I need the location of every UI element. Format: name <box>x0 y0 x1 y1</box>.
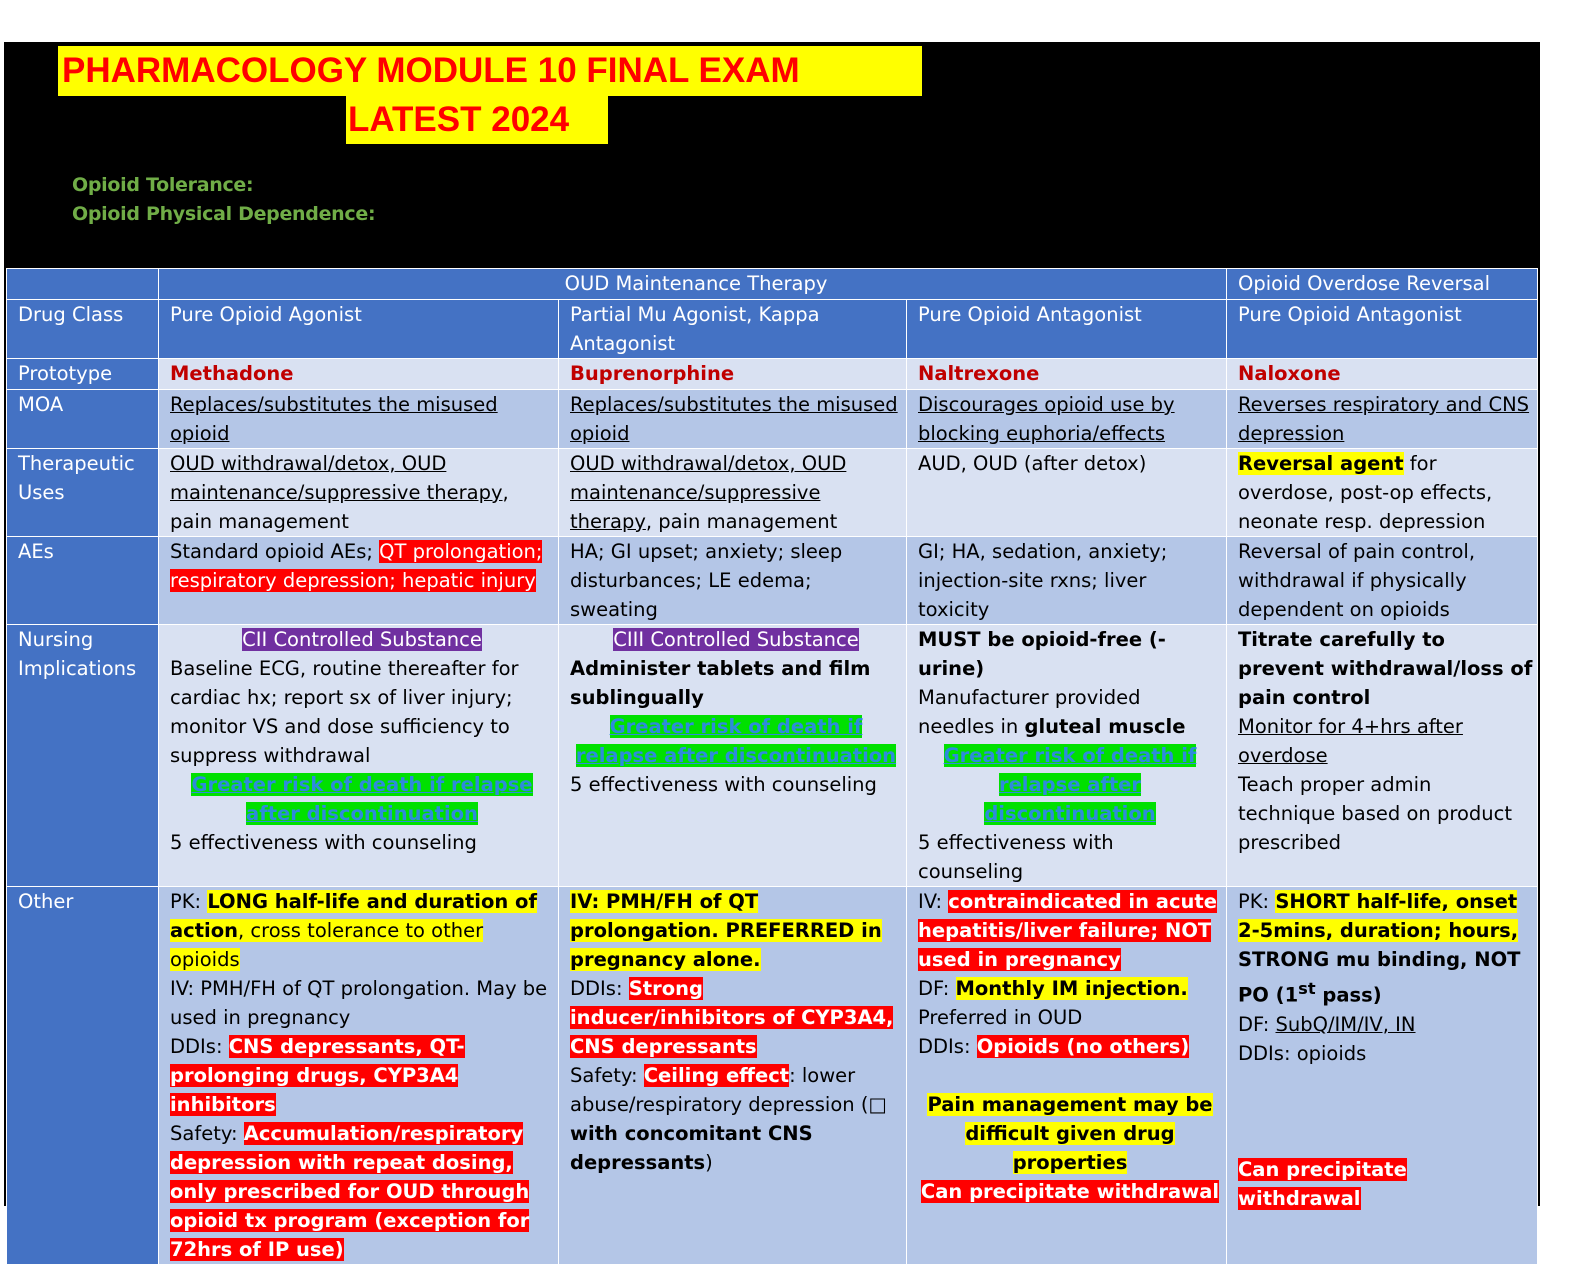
buprenorphine-drug-class: Partial Mu Agonist, Kappa Antagonist <box>559 300 907 359</box>
naloxone-nursing <box>1227 625 1538 887</box>
naloxone-monitor: Monitor for 4+hrs after overdose <box>1238 715 1463 767</box>
methadone-ddi-label: DDIs: <box>170 1035 229 1058</box>
methadone-schedule-badge: CII Controlled Substance <box>242 628 482 651</box>
row-label-drug-class: Drug Class <box>7 300 159 359</box>
buprenorphine-safety-end: ) <box>705 1151 713 1174</box>
naloxone-aes: Reversal of pain control, withdrawal if physically dependent on opioids <box>1227 537 1538 625</box>
other-row <box>7 887 1538 1265</box>
naltrexone-ddi-label: DDIs: <box>918 1035 977 1058</box>
methadone-ddi-red: CNS depressants, QT-prolonging drugs, CYP3A4 inhibitors <box>170 1035 465 1116</box>
oud-maintenance-header: OUD Maintenance Therapy <box>159 269 1227 300</box>
group-header-row <box>7 269 1538 300</box>
methadone-moa: Replaces/substitutes the misused opioid <box>170 393 498 445</box>
buprenorphine-nursing <box>559 625 907 887</box>
naloxone-pk-end: pass) <box>1315 983 1382 1007</box>
row-label-moa: MOA <box>7 390 159 449</box>
methadone-other <box>159 887 559 1265</box>
row-label-aes: AEs <box>7 537 159 625</box>
naloxone-pk-sup: st <box>1298 979 1316 998</box>
methadone-uses-main: OUD withdrawal/detox, OUD maintenance/suppressive therapy <box>170 452 503 504</box>
buprenorphine-relapse-warning: Greater risk of death if relapse after discontinuation <box>575 715 897 767</box>
buprenorphine-nursing-admin: Administer tablets and film sublingually <box>570 657 871 709</box>
naltrexone-moa: Discourages opioid use by blocking euphoria/effects <box>918 393 1175 445</box>
naltrexone-precipitate: Can precipitate withdrawal <box>920 1180 1220 1203</box>
naltrexone-pain-note: Pain management may be difficult given drug properties <box>927 1093 1213 1174</box>
drug-class-row <box>7 300 1538 359</box>
naloxone-precipitate: Can precipitate withdrawal <box>1238 1157 1407 1210</box>
naloxone-df-label: DF: <box>1238 1012 1276 1036</box>
row-label-therapeutic-uses: Therapeutic Uses <box>7 449 159 537</box>
buprenorphine-iv: IV: PMH/FH of QT prolongation. PREFERRED in pregnancy alone. <box>570 890 882 971</box>
aes-row <box>7 537 1538 625</box>
naltrexone-nursing <box>907 625 1227 887</box>
naloxone-moa: Reverses respiratory and CNS depression <box>1238 393 1530 445</box>
buprenorphine-safety-rest: : lower abuse/respiratory depression (□ <box>570 1064 887 1116</box>
buprenorphine-ddi-red: Strong inducer/inhibitors of CYP3A4, CNS depressants <box>570 977 894 1058</box>
nursing-row <box>7 625 1538 887</box>
methadone-pk-label: PK: <box>170 890 208 913</box>
naltrexone-aes: GI; HA, sedation, anxiety; injection-site rxns; liver toxicity <box>907 537 1227 625</box>
naltrexone-df-yellow: Monthly IM injection. <box>955 977 1188 1000</box>
naloxone-prototype: Naloxone <box>1238 362 1341 385</box>
opioid-tolerance-label: Opioid Tolerance: <box>72 174 254 196</box>
naloxone-pk-bold: STRONG mu binding, NOT PO (1 <box>1238 948 1521 1007</box>
methadone-aes-red: QT prolongation; respiratory depression; hepatic injury <box>170 540 543 592</box>
document-page <box>4 42 1540 1261</box>
naloxone-teach: Teach proper admin technique based on product prescribed <box>1238 773 1512 854</box>
buprenorphine-ddi-label: DDIs: <box>570 977 629 1000</box>
naloxone-pk-yellow: SHORT half-life, onset 2-5mins, duration; hours, <box>1238 890 1519 942</box>
naltrexone-ddi-red: Opioids (no others) <box>976 1035 1190 1058</box>
naltrexone-needles <box>918 683 1222 741</box>
methadone-nursing-text: Baseline ECG, routine thereafter for cardiac hx; report sx of liver injury; monitor VS and dose sufficiency to suppress withdrawal <box>170 657 519 767</box>
naloxone-drug-class: Pure Opioid Antagonist <box>1227 300 1538 359</box>
methadone-aes <box>159 537 559 625</box>
naltrexone-opioid-free: MUST be opioid-free (- urine) <box>918 628 1166 680</box>
buprenorphine-aes: HA; GI upset; anxiety; sleep disturbances; LE edema; sweating <box>559 537 907 625</box>
naloxone-uses-highlight: Reversal agent <box>1238 452 1404 475</box>
naltrexone-prototype: Naltrexone <box>918 362 1040 385</box>
buprenorphine-safety-bold: with concomitant CNS depressants <box>570 1122 813 1174</box>
drug-comparison-table <box>6 268 1538 1265</box>
naltrexone-uses: AUD, OUD (after detox) <box>907 449 1227 537</box>
methadone-prototype: Methadone <box>170 362 294 385</box>
naltrexone-iv-red: contraindicated in acute hepatitis/liver failure; NOT used in pregnancy <box>918 890 1217 971</box>
naloxone-uses <box>1227 449 1538 537</box>
buprenorphine-uses <box>559 449 907 537</box>
naloxone-pk-label: PK: <box>1238 890 1276 913</box>
therapeutic-uses-row <box>7 449 1538 537</box>
naloxone-titrate: Titrate carefully to prevent withdrawal/loss of pain control <box>1238 628 1533 709</box>
naloxone-uses-rest: for overdose, post-op effects, neonate resp. depression <box>1238 452 1493 533</box>
methadone-drug-class: Pure Opioid Agonist <box>159 300 559 359</box>
naltrexone-counseling: 5 effectiveness with counseling <box>918 831 1114 883</box>
opioid-dependence-label: Opioid Physical Dependence: <box>72 203 376 225</box>
buprenorphine-prototype: Buprenorphine <box>570 362 735 385</box>
methadone-counseling: 5 effectiveness with counseling <box>170 831 477 854</box>
title-line-2: LATEST 2024 <box>346 96 608 144</box>
methadone-nursing <box>159 625 559 887</box>
moa-row <box>7 390 1538 449</box>
methadone-pk-highlight: LONG half-life and duration of action <box>170 890 537 942</box>
buprenorphine-other <box>559 887 907 1265</box>
buprenorphine-moa: Replaces/substitutes the misused opioid <box>570 393 898 445</box>
buprenorphine-safety-label: Safety: <box>570 1064 644 1087</box>
buprenorphine-uses-main: OUD withdrawal/detox, OUD maintenance/suppressive therapy <box>570 452 847 533</box>
row-label-other: Other <box>7 887 159 1265</box>
buprenorphine-schedule-badge: CIII Controlled Substance <box>613 628 859 651</box>
naltrexone-needles-text: Manufacturer provided needles in <box>918 686 1141 738</box>
naltrexone-drug-class: Pure Opioid Antagonist <box>907 300 1227 359</box>
naltrexone-iv-label: IV: <box>918 890 949 913</box>
naloxone-ddi: DDIs: opioids <box>1238 1041 1367 1065</box>
header-empty-cell <box>7 269 159 300</box>
buprenorphine-counseling: 5 effectiveness with counseling <box>570 773 877 796</box>
title-line-1: PHARMACOLOGY MODULE 10 FINAL EXAM <box>58 46 922 96</box>
naltrexone-gluteal: gluteal muscle <box>1024 715 1186 738</box>
overdose-reversal-header: Opioid Overdose Reversal <box>1227 269 1538 300</box>
naltrexone-preferred: Preferred in OUD <box>918 1006 1083 1029</box>
buprenorphine-uses-rest: , pain management <box>645 510 838 533</box>
naloxone-other <box>1227 887 1538 1265</box>
methadone-iv: IV: PMH/FH of QT prolongation. May be used in pregnancy <box>170 977 548 1029</box>
methadone-safety-label: Safety: <box>170 1122 244 1145</box>
naltrexone-df-label: DF: <box>918 977 956 1000</box>
methadone-relapse-warning: Greater risk of death if relapse after discontinuation <box>191 773 533 825</box>
naltrexone-other <box>907 887 1227 1265</box>
methadone-pk-rest: , cross tolerance to other opioids <box>170 919 484 971</box>
naltrexone-relapse-warning: Greater risk of death if relapse after discontinuation <box>943 744 1197 825</box>
buprenorphine-ceiling-effect: Ceiling effect <box>643 1064 790 1087</box>
prototype-row <box>7 359 1538 390</box>
row-label-prototype: Prototype <box>7 359 159 390</box>
methadone-aes-plain: Standard opioid AEs; <box>170 540 380 563</box>
methadone-safety-red: Accumulation/respiratory depression with repeat dosing, only prescribed for OUD through opioid tx program (exception for 72hrs of IP use) <box>170 1122 530 1261</box>
naloxone-df-routes: SubQ/IM/IV, IN <box>1275 1012 1416 1036</box>
methadone-uses <box>159 449 559 537</box>
row-label-nursing: Nursing Implications <box>7 625 159 887</box>
methadone-uses-rest: , pain management <box>170 481 509 533</box>
